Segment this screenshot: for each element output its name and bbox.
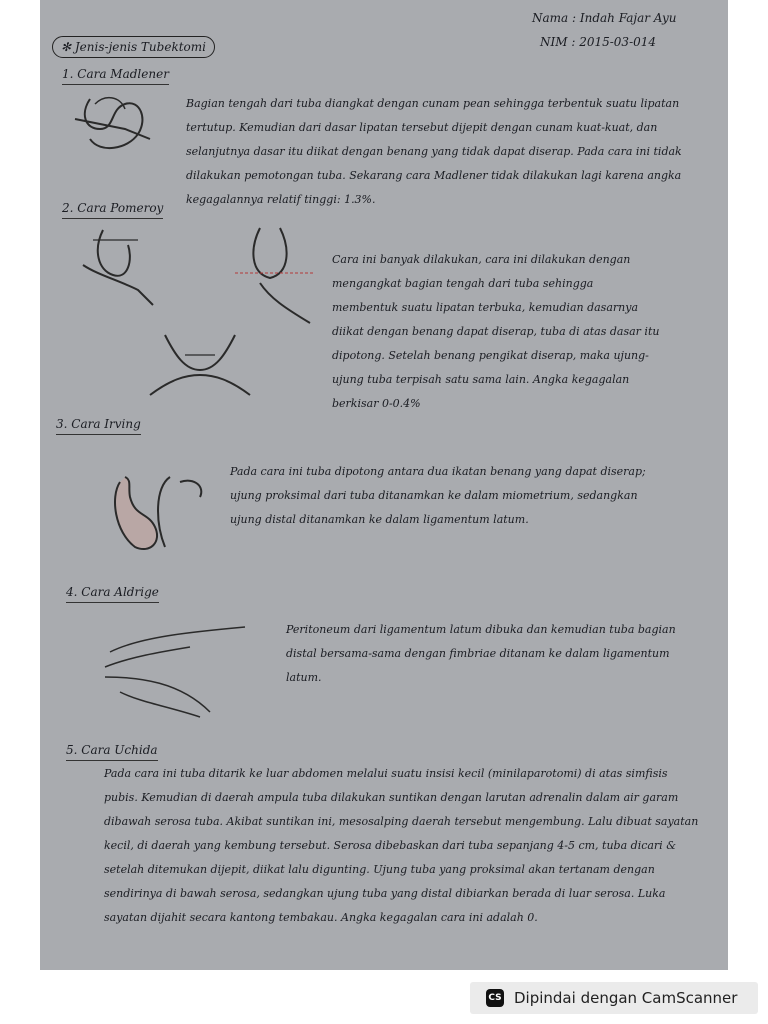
page-title: ✻ Jenis-jenis Tubektomi — [52, 36, 215, 58]
section-text-irving: Pada cara ini tuba dipotong antara dua ikatan benang yang dapat diserap; ujung proksimal dari tuba ditanamkan ke dalam miometrium, sedangkan ujung distal ditanamkan ke dalam ligamentum latum. — [230, 465, 646, 526]
aldrige-sketch — [100, 622, 250, 722]
pomeroy-sketch-3 — [145, 325, 255, 405]
section-heading-uchida: 5. Cara Uchida — [66, 740, 158, 761]
irving-sketch — [100, 462, 210, 562]
camscanner-icon: CS — [486, 989, 504, 1007]
section-heading-irving: 3. Cara Irving — [56, 414, 141, 435]
camscanner-label: Dipindai dengan CamScanner — [514, 989, 738, 1007]
pomeroy-sketch-2 — [230, 218, 320, 328]
section-text-madlener: Bagian tengah dari tuba diangkat dengan cunam pean sehingga terbentuk suatu lipatan tertutup. Kemudian dari dasar lipatan tersebut dijepit dengan cunam kuat-kuat, dan selanjutnya dasar itu diikat dengan benang yang tidak dapat diserap. Pada cara ini tidak dilakukan pemotongan tuba. Sekarang cara Madlener tidak dilakukan lagi karena angka kegagalannya relatif tinggi: 1.3%. — [186, 97, 682, 206]
section-heading-madlener: 1. Cara Madlener — [62, 64, 169, 85]
section-heading-pomeroy: 2. Cara Pomeroy — [62, 198, 163, 219]
student-name: Nama : Indah Fajar Ayu — [532, 11, 677, 25]
section-text-aldrige: Peritoneum dari ligamentum latum dibuka dan kemudian tuba bagian distal bersama-sama dengan fimbriae ditanam ke dalam ligamentum latum. — [286, 623, 676, 684]
pomeroy-sketch-1 — [78, 220, 158, 310]
page-title-text: Jenis-jenis Tubektomi — [74, 40, 206, 54]
section-text-pomeroy: Cara ini banyak dilakukan, cara ini dilakukan dengan mengangkat bagian tengah dari tuba sehingga membentuk suatu lipatan terbuka, kemudian dasarnya diikat dengan benang dapat diserap, tuba di atas dasar itu dipotong. Setelah benang pengikat diserap, maka ujung-ujung tuba terpisah satu sama lain. Angka kegagalan berkisar 0-0.4% — [332, 253, 660, 410]
madlener-sketch — [70, 84, 170, 164]
student-id: NIM : 2015-03-014 — [540, 35, 657, 49]
section-heading-aldrige: 4. Cara Aldrige — [66, 582, 159, 603]
section-text-uchida: Pada cara ini tuba ditarik ke luar abdomen melalui suatu insisi kecil (minilaparotomi) di atas simfisis pubis. Kemudian di daerah ampula tuba dilakukan suntikan dengan larutan adrenalin dalam air garam dibawah serosa tuba. Akibat suntikan ini, mesosalping daerah tersebut mengembung. Lalu dibuat sayatan kecil, di daerah yang kembung tersebut. Serosa dibebaskan dari tuba sepanjang 4-5 cm, tuba dicari & setelah ditemukan dijepit, diikat lalu digunting. Ujung tuba yang proksimal akan tertanam dengan sendirinya di bawah serosa, sedangkan ujung tuba yang distal dibiarkan berada di luar serosa. Luka sayatan dijahit secara kantong tembakau. Angka kegagalan cara ini adalah 0. — [104, 767, 699, 924]
camscanner-watermark — [470, 982, 758, 1014]
